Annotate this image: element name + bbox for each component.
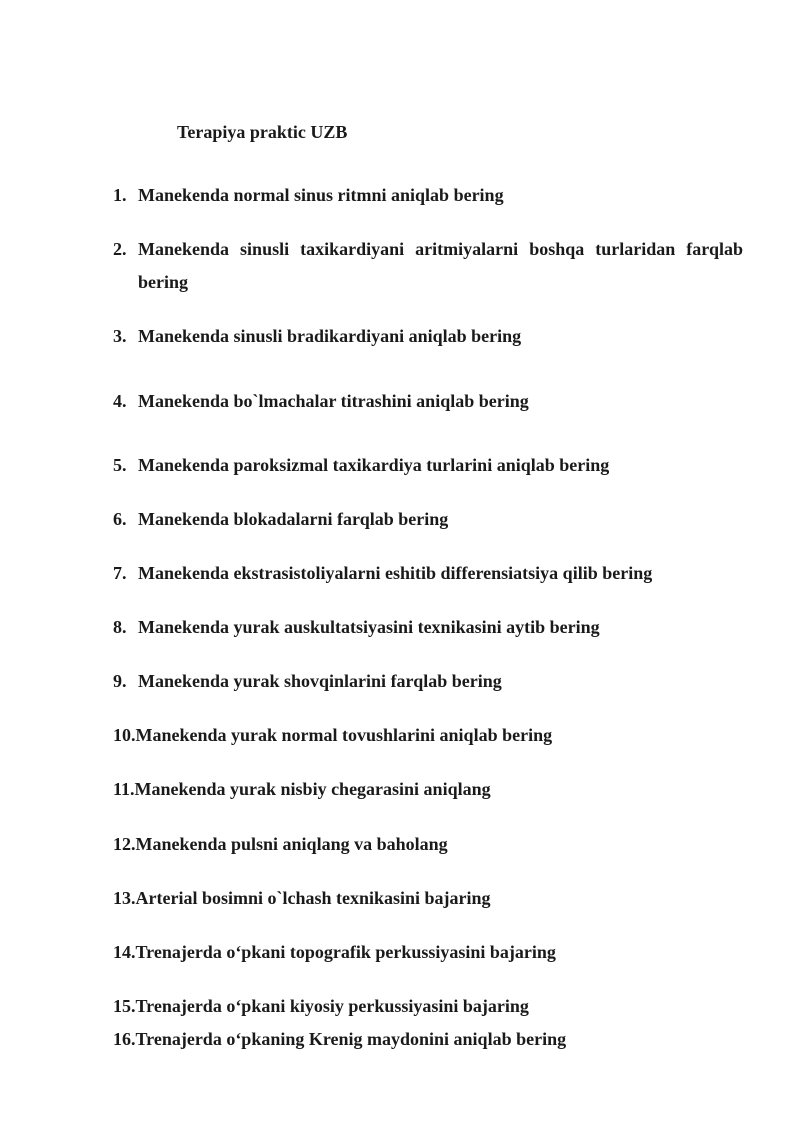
list-item bbox=[113, 233, 743, 299]
item-number: 15. bbox=[113, 996, 136, 1016]
item-text: Manekenda paroksizmal taxikardiya turlarini aniqlab bering bbox=[138, 455, 610, 475]
item-number: 14. bbox=[113, 942, 136, 962]
list-item bbox=[113, 179, 743, 212]
item-number: 16. bbox=[113, 1029, 136, 1049]
item-text: Manekenda yurak normal tovushlarini aniqlab bering bbox=[135, 725, 553, 745]
list-item bbox=[113, 882, 743, 915]
item-text: Manekenda yurak shovqinlarini farqlab bering bbox=[138, 671, 502, 691]
item-text: Manekenda yurak auskultatsiyasini texnikasini aytib bering bbox=[138, 617, 600, 637]
item-number: 11. bbox=[113, 779, 135, 799]
item-number: 3. bbox=[113, 326, 127, 346]
item-text: Manekenda bo`lmachalar titrashini aniqlab bering bbox=[138, 391, 529, 411]
item-text: Manekenda pulsni aniqlang va baholang bbox=[135, 834, 448, 854]
item-number: 4. bbox=[113, 391, 127, 411]
item-number: 8. bbox=[113, 617, 127, 637]
list-item bbox=[113, 1023, 743, 1056]
item-text: Manekenda sinusli bradikardiyani aniqlab bering bbox=[138, 326, 522, 346]
item-text: Trenajerda o‘pkani topografik perkussiyasini bajaring bbox=[135, 942, 556, 962]
item-text: Manekenda sinusli taxikardiyani aritmiyalarni boshqa turlaridan farqlab bering bbox=[138, 239, 743, 292]
list-item bbox=[113, 719, 743, 752]
item-text: Arterial bosimni o`lchash texnikasini bajaring bbox=[135, 888, 491, 908]
list-item bbox=[113, 557, 743, 590]
item-text: Manekenda yurak nisbiy chegarasini aniqlang bbox=[134, 779, 491, 799]
item-text: Trenajerda o‘pkani kiyosiy perkussiyasini bajaring bbox=[135, 996, 529, 1016]
list-item bbox=[113, 385, 743, 418]
list-item bbox=[113, 449, 743, 482]
item-number: 5. bbox=[113, 455, 127, 475]
item-text: Manekenda ekstrasistoliyalarni eshitib differensiatsiya qilib bering bbox=[138, 563, 653, 583]
list-item bbox=[113, 936, 743, 969]
list-item bbox=[113, 665, 743, 698]
list-item bbox=[113, 828, 743, 861]
list-item bbox=[113, 611, 743, 644]
list-item bbox=[113, 773, 743, 806]
item-number: 6. bbox=[113, 509, 127, 529]
list-item bbox=[113, 990, 743, 1023]
item-text: Manekenda normal sinus ritmni aniqlab bering bbox=[138, 185, 504, 205]
list-item bbox=[113, 503, 743, 536]
item-number: 10. bbox=[113, 725, 136, 745]
item-number: 2. bbox=[113, 239, 127, 259]
list-item bbox=[113, 320, 743, 353]
item-number: 13. bbox=[113, 888, 136, 908]
page-title: Terapiya praktic UZB bbox=[177, 122, 348, 142]
item-number: 9. bbox=[113, 671, 127, 691]
item-number: 7. bbox=[113, 563, 127, 583]
item-text: Manekenda blokadalarni farqlab bering bbox=[138, 509, 449, 529]
item-number: 1. bbox=[113, 185, 127, 205]
item-number: 12. bbox=[113, 834, 136, 854]
item-text: Trenajerda o‘pkaning Krenig maydonini aniqlab bering bbox=[135, 1029, 567, 1049]
